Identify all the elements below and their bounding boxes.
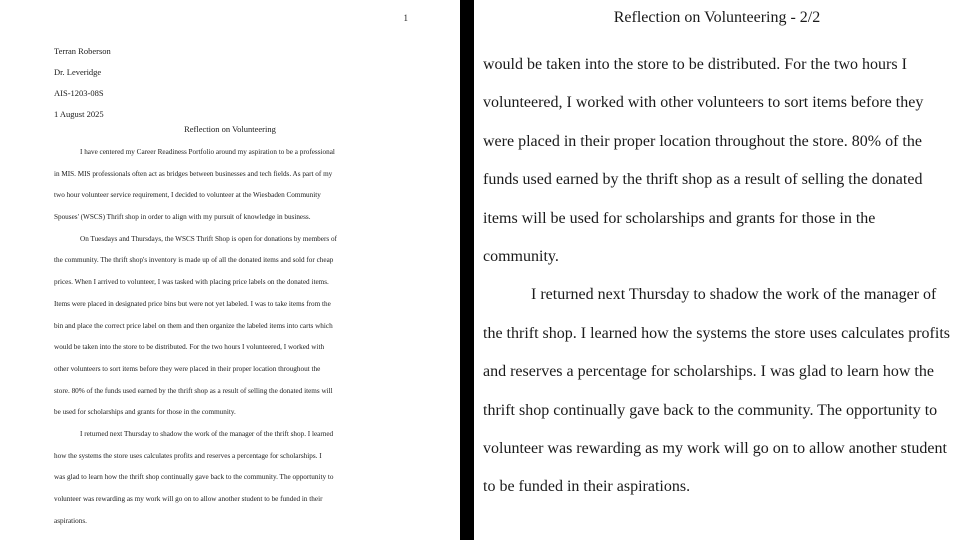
document-page-zoomed	[474, 0, 960, 540]
body-text-line: two hour volunteer service requirement, I decided to volunteer at the Wiesbaden Community	[54, 191, 321, 200]
mla-header	[54, 41, 111, 125]
zoomed-body-text-line: volunteered, I worked with other volunteers to sort items before they	[483, 94, 924, 112]
zoomed-body-text-line: volunteer was rewarding as my work will go on to allow another student	[483, 439, 947, 457]
zoomed-page-body	[483, 46, 957, 507]
body-text-line: in MIS. MIS professionals often act as bridges between businesses and tech fields. As part of my	[54, 169, 333, 178]
zoomed-body-text-line: community.	[483, 247, 559, 265]
document-page-full	[0, 0, 460, 540]
header-course: AIS-1203-08S	[54, 88, 104, 98]
body-text-line: prices. When I arrived to volunteer, I was tasked with placing price labels on the donated items.	[54, 278, 329, 287]
body-text-line: the community. The thrift shop's inventory is made up of all the donated items and sold for cheap	[54, 256, 334, 265]
body-text-line: On Tuesdays and Thursdays, the WSCS Thrift Shop is open for donations by members of	[80, 234, 337, 243]
body-text-line: other volunteers to sort items before they were placed in their proper location throughout the	[54, 364, 321, 373]
body-text-line: would be taken into the store to be distributed. For the two hours I volunteered, I worked with	[54, 343, 325, 352]
header-date: 1 August 2025	[54, 109, 104, 119]
body-text-line: I returned next Thursday to shadow the work of the manager of the thrift shop. I learned	[80, 429, 334, 438]
zoomed-body-text-line: were placed in their proper location throughout the store. 80% of the	[483, 132, 922, 150]
body-text-line: how the systems the store uses calculates profits and reserves a percentage for scholarships. I	[54, 451, 322, 460]
zoomed-body-text-line: would be taken into the store to be distributed. For the two hours I	[483, 56, 907, 73]
zoomed-body-text-line: I returned next Thursday to shadow the work of the manager of	[531, 286, 937, 304]
page-divider	[460, 0, 474, 540]
body-text-line: I have centered my Career Readiness Portfolio around my aspiration to be a professional	[80, 148, 335, 156]
zoomed-body-text-line: funds used earned by the thrift shop as a result of selling the donated	[483, 171, 923, 189]
document-title: Reflection on Volunteering	[184, 124, 276, 134]
body-text-line: be used for scholarships and grants for those in the community.	[54, 408, 236, 417]
header-instructor: Dr. Leveridge	[54, 67, 102, 77]
document-body	[54, 142, 410, 532]
zoomed-body-text-line: items will be used for scholarships and grants for those in the	[483, 209, 876, 227]
zoomed-body-text-line: to be funded in their aspirations.	[483, 478, 691, 496]
zoomed-page-title: Reflection on Volunteering - 2/2	[613, 9, 821, 26]
body-text-line: aspirations.	[54, 516, 87, 525]
zoomed-body-text-line: and reserves a percentage for scholarships. I was glad to learn how the	[483, 363, 934, 381]
body-text-line: store. 80% of the funds used earned by the thrift shop as a result of selling the donated items will	[54, 386, 333, 395]
zoomed-body-text-line: the thrift shop. I learned how the systems the store uses calculates profits	[483, 324, 950, 342]
page-number: 1	[403, 13, 408, 23]
body-text-line: Items were placed in designated price bins but were not yet labeled. I was to take items from the	[54, 299, 331, 308]
header-author: Terran Roberson	[54, 46, 111, 56]
body-text-line: was glad to learn how the thrift shop continually gave back to the community. The opportunity to	[54, 473, 334, 482]
zoomed-body-text-line: thrift shop continually gave back to the community. The opportunity to	[483, 401, 938, 419]
body-text-line: volunteer was rewarding as my work will go on to allow another student to be funded in their	[54, 495, 323, 503]
body-text-line: Spouses' (WSCS) Thrift shop in order to align with my pursuit of knowledge in business.	[54, 213, 311, 222]
body-text-line: bin and place the correct price label on them and then organize the labeled items into carts which	[54, 321, 333, 330]
